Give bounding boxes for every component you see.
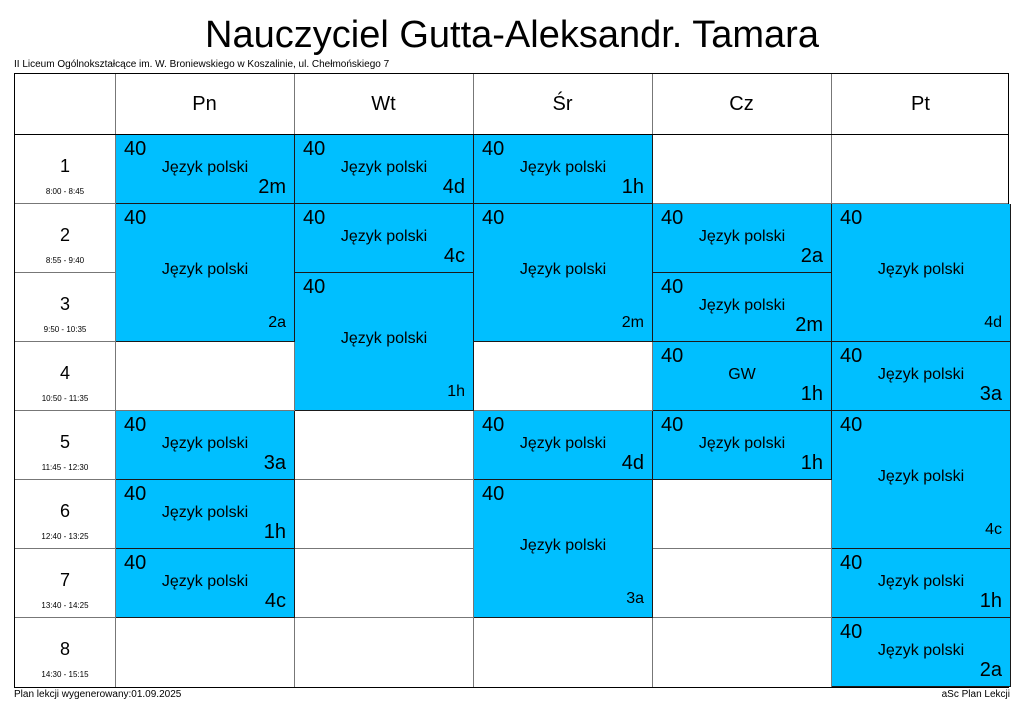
lesson-subject: Język polski	[877, 468, 965, 485]
day-header: Pn	[192, 92, 217, 115]
lesson-count: 40	[482, 138, 505, 160]
lesson-card[interactable]	[116, 204, 295, 342]
period-time: 8:00 - 8:45	[45, 187, 85, 196]
lesson-count: 40	[840, 345, 863, 367]
lesson-subject: Język polski	[519, 159, 607, 176]
lesson-count: 40	[661, 345, 684, 367]
period-time: 14:30 - 15:15	[41, 670, 89, 679]
lesson-subject: Język polski	[340, 330, 428, 347]
lesson-card[interactable]	[474, 480, 653, 618]
lesson-class: 4d	[442, 176, 465, 198]
lesson-count: 40	[840, 621, 863, 643]
lesson-card[interactable]	[295, 204, 474, 273]
lesson-class: 1h	[621, 176, 644, 198]
lesson-count: 40	[840, 414, 863, 436]
lesson-count: 40	[482, 207, 505, 229]
school-name: II Liceum Ogólnokształcące im. W. Broniewskiego w Koszalinie, ul. Chełmońskiego 7	[14, 59, 390, 70]
lesson-count: 40	[661, 414, 684, 436]
period-cell	[15, 134, 115, 203]
lesson-class: 1h	[800, 383, 823, 405]
lesson-count: 40	[124, 138, 147, 160]
period-number: 1	[59, 156, 70, 176]
lesson-subject: Język polski	[161, 159, 249, 176]
period-cell	[15, 548, 115, 617]
lesson-class: 3a	[263, 452, 286, 474]
timetable-grid	[14, 73, 1009, 688]
lesson-class: 1h	[800, 452, 823, 474]
lesson-subject: Język polski	[877, 642, 965, 659]
lesson-card[interactable]	[116, 411, 295, 480]
lesson-class: 2a	[800, 245, 823, 267]
lesson-class: 3a	[626, 590, 644, 607]
lesson-class: 4c	[985, 521, 1002, 538]
lesson-card[interactable]	[832, 618, 1011, 687]
period-cell	[15, 341, 115, 410]
lesson-class: 4c	[264, 590, 286, 612]
lesson-subject: Język polski	[519, 261, 607, 278]
day-header: Pt	[911, 92, 930, 115]
lesson-card[interactable]	[653, 204, 832, 273]
lesson-subject: Język polski	[161, 435, 249, 452]
lesson-card[interactable]	[653, 273, 832, 342]
lesson-subject: Język polski	[161, 504, 249, 521]
lesson-subject: Język polski	[161, 573, 249, 590]
page-title: Nauczyciel Gutta-Aleksandr. Tamara	[205, 14, 819, 56]
period-time: 11:45 - 12:30	[41, 463, 89, 472]
lesson-subject: Język polski	[161, 261, 249, 278]
lesson-card[interactable]	[295, 135, 474, 204]
generated-date: Plan lekcji wygenerowany:01.09.2025	[14, 689, 182, 700]
period-cell	[15, 617, 115, 686]
period-time: 13:40 - 14:25	[41, 601, 89, 610]
lesson-card[interactable]	[832, 549, 1011, 618]
lesson-card[interactable]	[116, 480, 295, 549]
lesson-subject: GW	[728, 366, 756, 383]
lesson-class: 3a	[979, 383, 1002, 405]
period-cell	[15, 479, 115, 548]
lesson-count: 40	[482, 414, 505, 436]
lesson-subject: Język polski	[877, 366, 965, 383]
lesson-card[interactable]	[832, 342, 1011, 411]
lesson-subject: Język polski	[519, 537, 607, 554]
lesson-card[interactable]	[116, 135, 295, 204]
lesson-count: 40	[124, 552, 147, 574]
lesson-card[interactable]	[474, 411, 653, 480]
lesson-card[interactable]	[474, 204, 653, 342]
lesson-count: 40	[303, 207, 326, 229]
lesson-card[interactable]	[295, 273, 474, 411]
lesson-class: 2m	[621, 314, 644, 331]
lesson-class: 2a	[979, 659, 1002, 681]
lesson-class: 1h	[263, 521, 286, 543]
lesson-card[interactable]	[474, 135, 653, 204]
lesson-card[interactable]	[832, 204, 1011, 342]
lesson-count: 40	[661, 207, 684, 229]
lesson-subject: Język polski	[698, 297, 786, 314]
lesson-class: 1h	[979, 590, 1002, 612]
period-cell	[15, 272, 115, 341]
lesson-card[interactable]	[116, 549, 295, 618]
lesson-count: 40	[124, 414, 147, 436]
brand-label: aSc Plan Lekcji	[941, 689, 1010, 700]
lesson-count: 40	[840, 552, 863, 574]
period-cell	[15, 203, 115, 272]
period-number: 4	[59, 363, 70, 383]
day-header: Cz	[729, 92, 754, 115]
period-time: 8:55 - 9:40	[45, 256, 85, 265]
period-number: 6	[59, 501, 70, 521]
period-number: 5	[59, 432, 70, 452]
lesson-subject: Język polski	[340, 228, 428, 245]
lesson-count: 40	[124, 207, 147, 229]
lesson-subject: Język polski	[698, 228, 786, 245]
lesson-class: 4d	[621, 452, 644, 474]
day-header: Śr	[552, 92, 573, 115]
lesson-subject: Język polski	[877, 573, 965, 590]
lesson-count: 40	[482, 483, 505, 505]
lesson-count: 40	[303, 276, 326, 298]
lesson-count: 40	[661, 276, 684, 298]
period-time: 10:50 - 11:35	[41, 394, 89, 403]
lesson-subject: Język polski	[340, 159, 428, 176]
lesson-class: 4c	[443, 245, 465, 267]
lesson-class: 2a	[268, 314, 286, 331]
period-number: 3	[59, 294, 70, 314]
lesson-card[interactable]	[832, 411, 1011, 549]
period-number: 2	[59, 225, 70, 245]
lesson-card[interactable]	[653, 411, 832, 480]
lesson-class: 1h	[447, 383, 465, 400]
lesson-class: 2m	[795, 314, 823, 336]
day-header: Wt	[371, 92, 396, 115]
lesson-subject: Język polski	[698, 435, 786, 452]
period-cell	[15, 410, 115, 479]
period-time: 12:40 - 13:25	[41, 532, 89, 541]
period-number: 8	[59, 639, 70, 659]
lesson-count: 40	[303, 138, 326, 160]
lesson-count: 40	[840, 207, 863, 229]
period-time: 9:50 - 10:35	[43, 325, 87, 334]
lesson-subject: Język polski	[877, 261, 965, 278]
lesson-class: 4d	[984, 314, 1002, 331]
lesson-count: 40	[124, 483, 147, 505]
lesson-subject: Język polski	[519, 435, 607, 452]
period-number: 7	[59, 570, 70, 590]
lesson-card[interactable]	[653, 342, 832, 411]
lesson-class: 2m	[258, 176, 286, 198]
